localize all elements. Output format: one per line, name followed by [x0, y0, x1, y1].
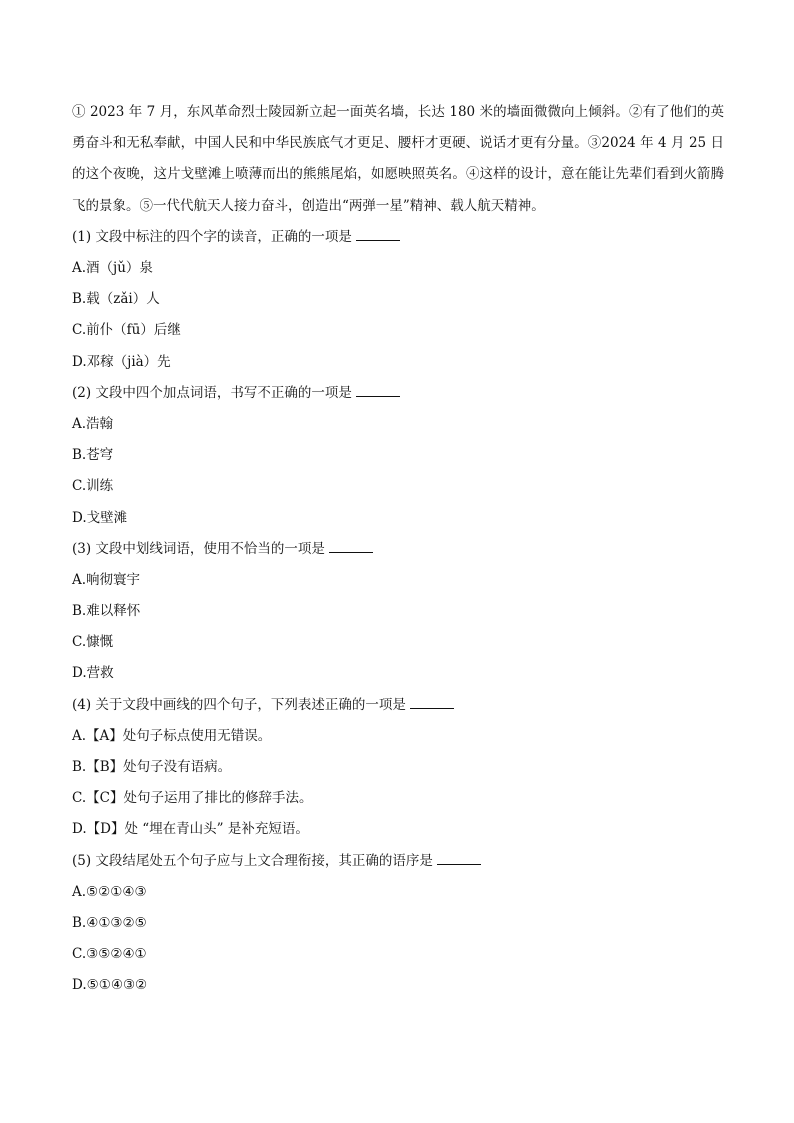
answer-blank[interactable] [410, 707, 454, 709]
answer-option[interactable]: D.戈壁滩 [72, 509, 128, 526]
exam-page [72, 97, 724, 1002]
answer-option[interactable]: B.④①③②⑤ [72, 914, 147, 931]
answer-option[interactable]: B.难以释怀 [72, 603, 141, 620]
answer-blank[interactable] [356, 395, 400, 397]
answer-option[interactable]: C.前仆（fū）后继 [72, 322, 181, 339]
answer-option[interactable]: A.响彻寰宇 [72, 571, 141, 588]
question-stem: (3) 文段中划线词语，使用不恰当的一项是 [72, 534, 724, 565]
answer-option[interactable]: B.【B】处句子没有语病。 [72, 759, 232, 775]
answer-option[interactable]: A.⑤②①④③ [72, 883, 147, 900]
question-stem: (5) 文段结尾处五个句子应与上文合理衔接，其正确的语序是 [72, 846, 724, 877]
question-3 [72, 534, 724, 690]
question-stem: (4) 关于文段中画线的四个句子，下列表述正确的一项是 [72, 690, 724, 721]
answer-option[interactable]: A.浩翰 [72, 415, 114, 432]
reading-passage: ① 2023 年 7 月，东风革命烈士陵园新立起一面英名墙，长达 180 米的墙面微微向上倾斜。②有了他们的英勇奋斗和无私奉献，中国人民和中华民族底气才更足、腰杆才更硬、说话才更有分量。③2024 年 4 月 25 日的这个夜晚，这片戈壁滩上喷薄而出的熊熊尾焰，如愿映照英名。④这样的设计，意在能让先辈们看到火箭腾飞的景象。⑤一代代航天人接力奋斗，创造出“两弹一星”精神、载人航天精神。 [72, 104, 724, 214]
answer-option[interactable]: D.【D】处 “埋在青山头” 是补充短语。 [72, 821, 309, 838]
answer-option[interactable]: D.营救 [72, 665, 114, 682]
answer-option[interactable]: B.载（zǎi）人 [72, 291, 160, 308]
answer-option[interactable]: C.慷慨 [72, 634, 114, 651]
answer-option[interactable]: C.③⑤②④① [72, 946, 147, 963]
answer-option[interactable]: B.苍穹 [72, 447, 114, 464]
answer-option[interactable]: A.酒（jǔ）泉 [72, 260, 153, 276]
answer-option[interactable]: A.【A】处句子标点使用无错误。 [72, 727, 272, 744]
question-1 [72, 222, 724, 378]
question-5 [72, 846, 724, 1002]
question-4 [72, 690, 724, 846]
answer-option[interactable]: C.训练 [72, 478, 114, 495]
question-stem: (2) 文段中四个加点词语，书写不正确的一项是 [72, 378, 724, 409]
answer-blank[interactable] [329, 551, 373, 553]
answer-option[interactable]: D.邓稼（jià）先 [72, 353, 171, 370]
question-2 [72, 378, 724, 534]
answer-option[interactable]: C.【C】处句子运用了排比的修辞手法。 [72, 790, 313, 807]
answer-blank[interactable] [356, 239, 400, 241]
question-stem: (1) 文段中标注的四个字的读音，正确的一项是 [72, 222, 724, 253]
answer-blank[interactable] [437, 863, 481, 865]
answer-option[interactable]: D.⑤①④③② [72, 977, 148, 994]
